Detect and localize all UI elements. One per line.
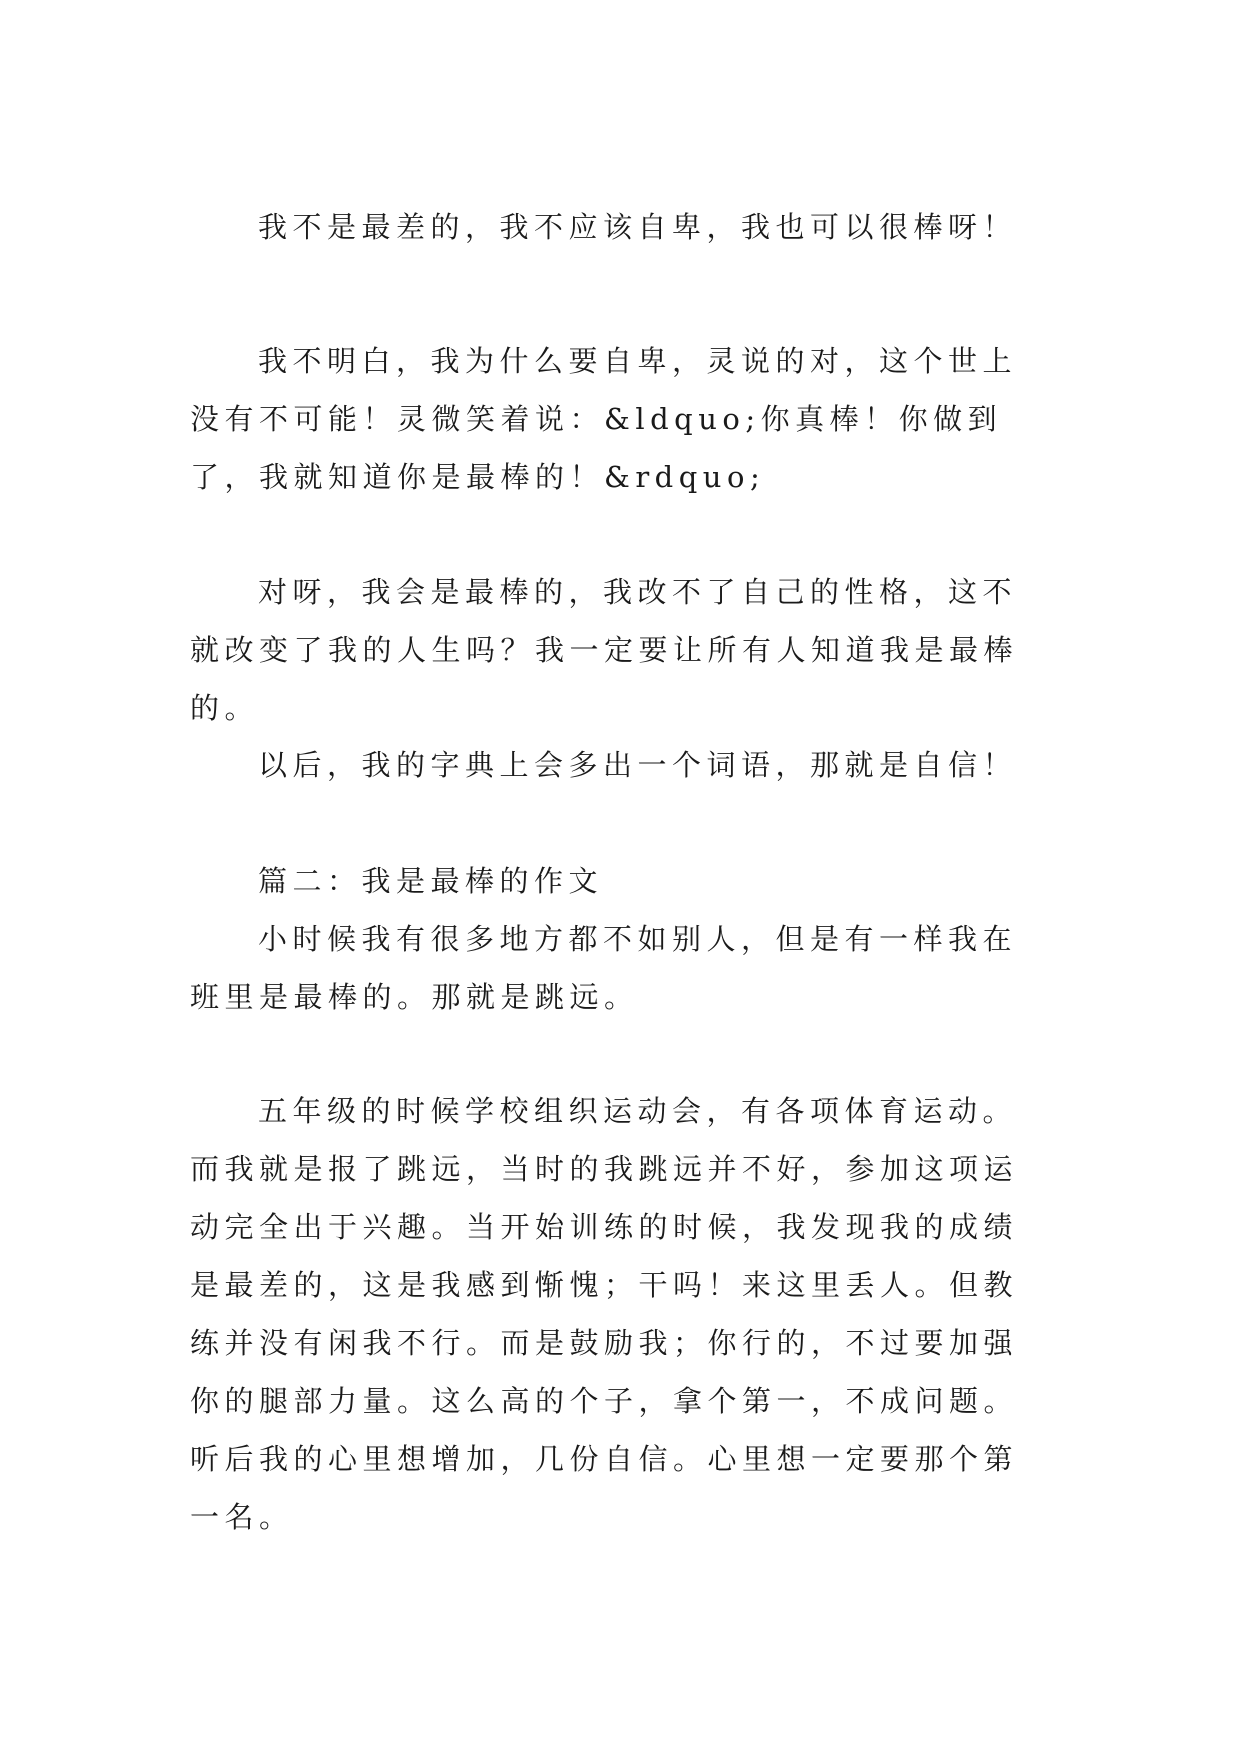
paragraph-4: 以后，我的字典上会多出一个词语，那就是自信！ xyxy=(258,748,1018,782)
paragraph-3: 对呀，我会是最棒的，我改不了自己的性格，这不就改变了我的人生吗？我一定要让所有人知道我是最棒的。 xyxy=(190,575,1019,725)
section-heading: 篇二：我是最棒的作文 xyxy=(258,864,604,898)
paragraph-2: 我不明白，我为什么要自卑，灵说的对，这个世上没有不可能！灵微笑着说：&ldquo;你真棒！你做到了，我就知道你是最棒的！&rdquo; xyxy=(190,344,1018,494)
paragraph-1: 我不是最差的，我不应该自卑，我也可以很棒呀！ xyxy=(258,210,1018,244)
paragraph-6: 五年级的时候学校组织运动会，有各项体育运动。而我就是报了跳远，当时的我跳远并不好，参加这项运动完全出于兴趣。当开始训练的时候，我发现我的成绩是最差的，这是我感到惭愧；干吗！来这里丢人。但教练并没有闲我不行。而是鼓励我；你行的，不过要加强你的腿部力量。这么高的个子，拿个第一，不成问题。听后我的心里想增加，几份自信。心里想一定要那个第一名。 xyxy=(190,1094,1019,1534)
paragraph-5: 小时候我有很多地方都不如别人，但是有一样我在班里是最棒的。那就是跳远。 xyxy=(190,922,1018,1014)
